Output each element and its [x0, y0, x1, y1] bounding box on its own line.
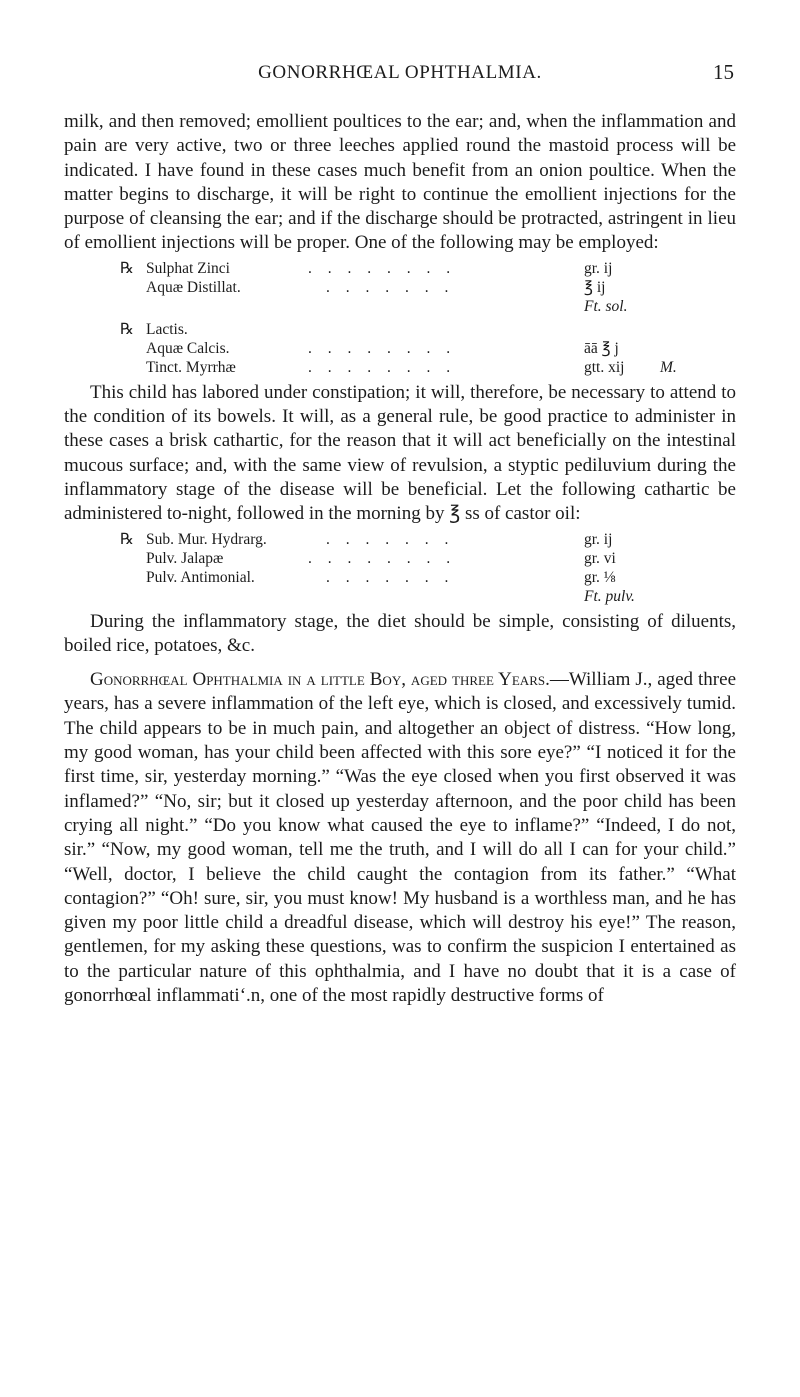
prescription-sign-line — [64, 587, 736, 606]
recipe-symbol: ℞ — [120, 320, 134, 338]
leader-dots: . . . . . . . . — [308, 358, 457, 376]
leader-dots: . . . . . . . . — [308, 339, 457, 357]
drug-name: Aquæ Calcis. — [146, 339, 230, 357]
prescription-line — [64, 549, 736, 568]
prescription-line — [64, 568, 736, 587]
drug-dose: gtt. xij — [584, 358, 625, 376]
drug-dose: gr. vi — [584, 549, 616, 567]
prescription-zinc — [64, 259, 736, 316]
recipe-symbol: ℞ — [120, 530, 134, 548]
paragraph-diet: During the inflammatory stage, the diet should be simple, consisting of diluents, boiled rice, potatoes, &c. — [64, 610, 736, 656]
prescription-sign: M. — [660, 358, 677, 376]
case-text: —William J., aged three years, has a severe inflammation of the left eye, which is closed, and excessively tumid. The child appears to be in much pain, and altogether an object of distress. “How long, my good woman, has your child been affected with this sore eye?” “I noticed it for the first time, sir, yesterday morning.” “Was the eye closed when you first observed it was inflamed?” “No, sir; but it closed up yesterday afternoon, and the poor child has been crying all night.” “Do you know what caused the eye to inflame?” “Indeed, I do not, sir.” “Now, my good woman, tell me the truth, and I will do all I can for your child.” “Well, doctor, I believe the child caught the contagion from its father.” “What contagion?” “Oh! sure, sir, you must know! My husband is a worthless man, and he has given my poor little child a dreadful disease, which will destroy his eye!” The reason, gentlemen, for my asking these questions, was to confirm the suspicion I entertained as to the particular nature of this ophthalmia, and I have no doubt that it is a case of gonorrhœal inflammati‘.n, one of the most rapidly destructive forms of — [64, 669, 736, 1007]
prescription-sign: Ft. pulv. — [584, 587, 635, 605]
prescription-line — [64, 530, 736, 549]
body-text — [64, 110, 736, 1008]
drug-dose: ℥ ij — [584, 278, 606, 296]
drug-name: Pulv. Antimonial. — [146, 568, 255, 586]
drug-dose: gr. ij — [584, 530, 613, 548]
paragraph-case — [64, 668, 736, 1008]
drug-name: Aquæ Distillat. — [146, 278, 241, 296]
drug-name: Pulv. Jalapæ — [146, 549, 224, 567]
drug-name: Lactis. — [146, 320, 188, 338]
prescription-line — [64, 358, 736, 377]
prescription-line — [64, 339, 736, 358]
prescription-cathartic — [64, 530, 736, 606]
leader-dots: . . . . . . . . — [308, 549, 457, 567]
section-spacer — [64, 658, 736, 668]
case-heading: Gonorrhœal Ophthalmia in a little Boy, aged three Years. — [90, 669, 550, 691]
drug-name: Sub. Mur. Hydrarg. — [146, 530, 267, 548]
prescription-line — [64, 320, 736, 339]
page-number: 15 — [713, 60, 734, 84]
paragraph-continuation: milk, and then removed; emollient poultices to the ear; and, when the inflammation and pain are very active, two or three leeches applied round the mastoid process will be indicated. I have found in these cases much benefit from an onion poultice. When the matter begins to discharge, it will be right to continue the emollient injections for the purpose of cleansing the ear; and if the discharge should be protracted, astringent in lieu of emollient injections will be proper. One of the following may be employed: — [64, 111, 736, 254]
running-head: GONORRHŒAL OPHTHALMIA. — [258, 62, 542, 83]
prescription-sign: Ft. sol. — [584, 297, 628, 315]
drug-dose: āā ℥ j — [584, 339, 619, 357]
prescription-line — [64, 259, 736, 278]
drug-dose: gr. ⅛ — [584, 568, 616, 586]
drug-name: Sulphat Zinci — [146, 259, 230, 277]
prescription-line — [64, 278, 736, 297]
leader-dots: . . . . . . . — [326, 278, 455, 296]
prescription-lime — [64, 320, 736, 377]
leader-dots: . . . . . . . — [326, 568, 455, 586]
recipe-symbol: ℞ — [120, 259, 134, 277]
leader-dots: . . . . . . . . — [308, 259, 457, 277]
drug-name: Tinct. Myrrhæ — [146, 358, 236, 376]
page-header — [64, 60, 736, 90]
leader-dots: . . . . . . . — [326, 530, 455, 548]
prescription-sign-line — [64, 297, 736, 316]
drug-dose: gr. ij — [584, 259, 613, 277]
paragraph-constipation: This child has labored under constipation; it will, therefore, be necessary to attend to the condition of its bowels. It will, as a general rule, be good practice to administer in these cases a brisk cathartic, for the reason that it will act beneficially on the intestinal mucous surface; and, with the same view of revulsion, a styptic pediluvium during the inflammatory stage of the disease will be beneficial. Let the following cathartic be administered to-night, followed in the morning by ℥ ss of castor oil: — [64, 381, 736, 525]
